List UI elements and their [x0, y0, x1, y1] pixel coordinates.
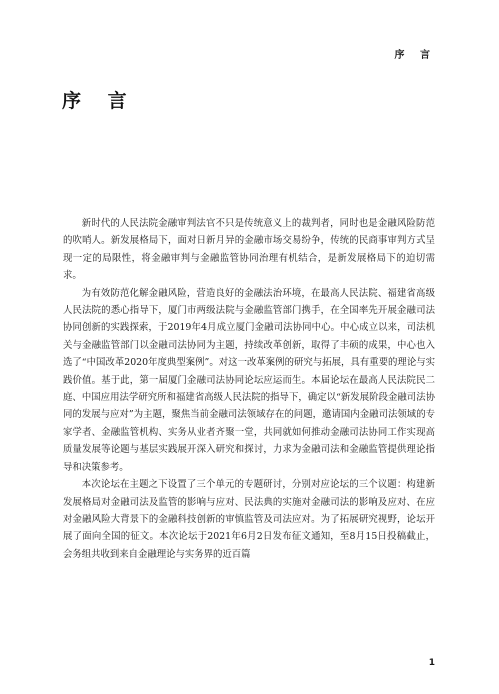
body-text	[63, 215, 435, 563]
page-number: 1	[428, 658, 435, 668]
paragraph-3: 本次论坛在主题之下设置了三个单元的专题研讨，分别对应论坛的三个议题：构建新发展格局对金融司法及监管的影响与应对、民法典的实施对金融司法的影响及应对、在应对金融风险大背景下的金融科技创新的审慎监管及司法应对。为了拓展研究视野，论坛开展了面向全国的征文。本次论坛于2021年6月2日发布征文通知，至8月15日投稿截止，会务组共收到来自金融理论与实务界的近百篇	[63, 479, 435, 560]
running-header: 序 言	[394, 50, 436, 61]
chapter-title: 序 言	[62, 90, 137, 112]
paragraph-1: 新时代的人民法院金融审判法官不只是传统意义上的裁判者，同时也是金融风险防范的吹哨人。新发展格局下，面对日新月异的金融市场交易纷争，传统的民商事审判方式呈现一定的局限性，将金融审判与金融监管协同治理有机结合，是新发展格局下的迫切需求。	[63, 218, 435, 282]
paragraph-2: 为有效防范化解金融风险，营造良好的金融法治环境，在最高人民法院、福建省高级人民法院的悉心指导下，厦门市两级法院与金融监管部门携手，在全国率先开展金融司法协同创新的实践探索，于2019年4月成立厦门金融司法协同中心。中心成立以来，司法机关与金融监管部门以金融司法协同为主题，持续改革创新，取得了丰硕的成果，中心也入选了“中国改革2020年度典型案例”。对这一改革案例的研究与拓展，具有重要的理论与实践价值。基于此，第一届厦门金融司法协同论坛应运而生。本届论坛在最高人民法院民二庭、中国应用法学研究所和福建省高级人民法院的指导下，确定以“新发展阶段金融司法协同的发展与应对”为主题，聚焦当前金融司法领域存在的问题，邀请国内金融司法领域的专家学者、金融监管机构、实务从业者齐聚一堂，共同就如何推动金融司法协同工作实现高质量发展等论题与基层实践展开深入研究和探讨，力求为金融司法和金融监管提供理论指导和决策参考。	[63, 287, 435, 473]
